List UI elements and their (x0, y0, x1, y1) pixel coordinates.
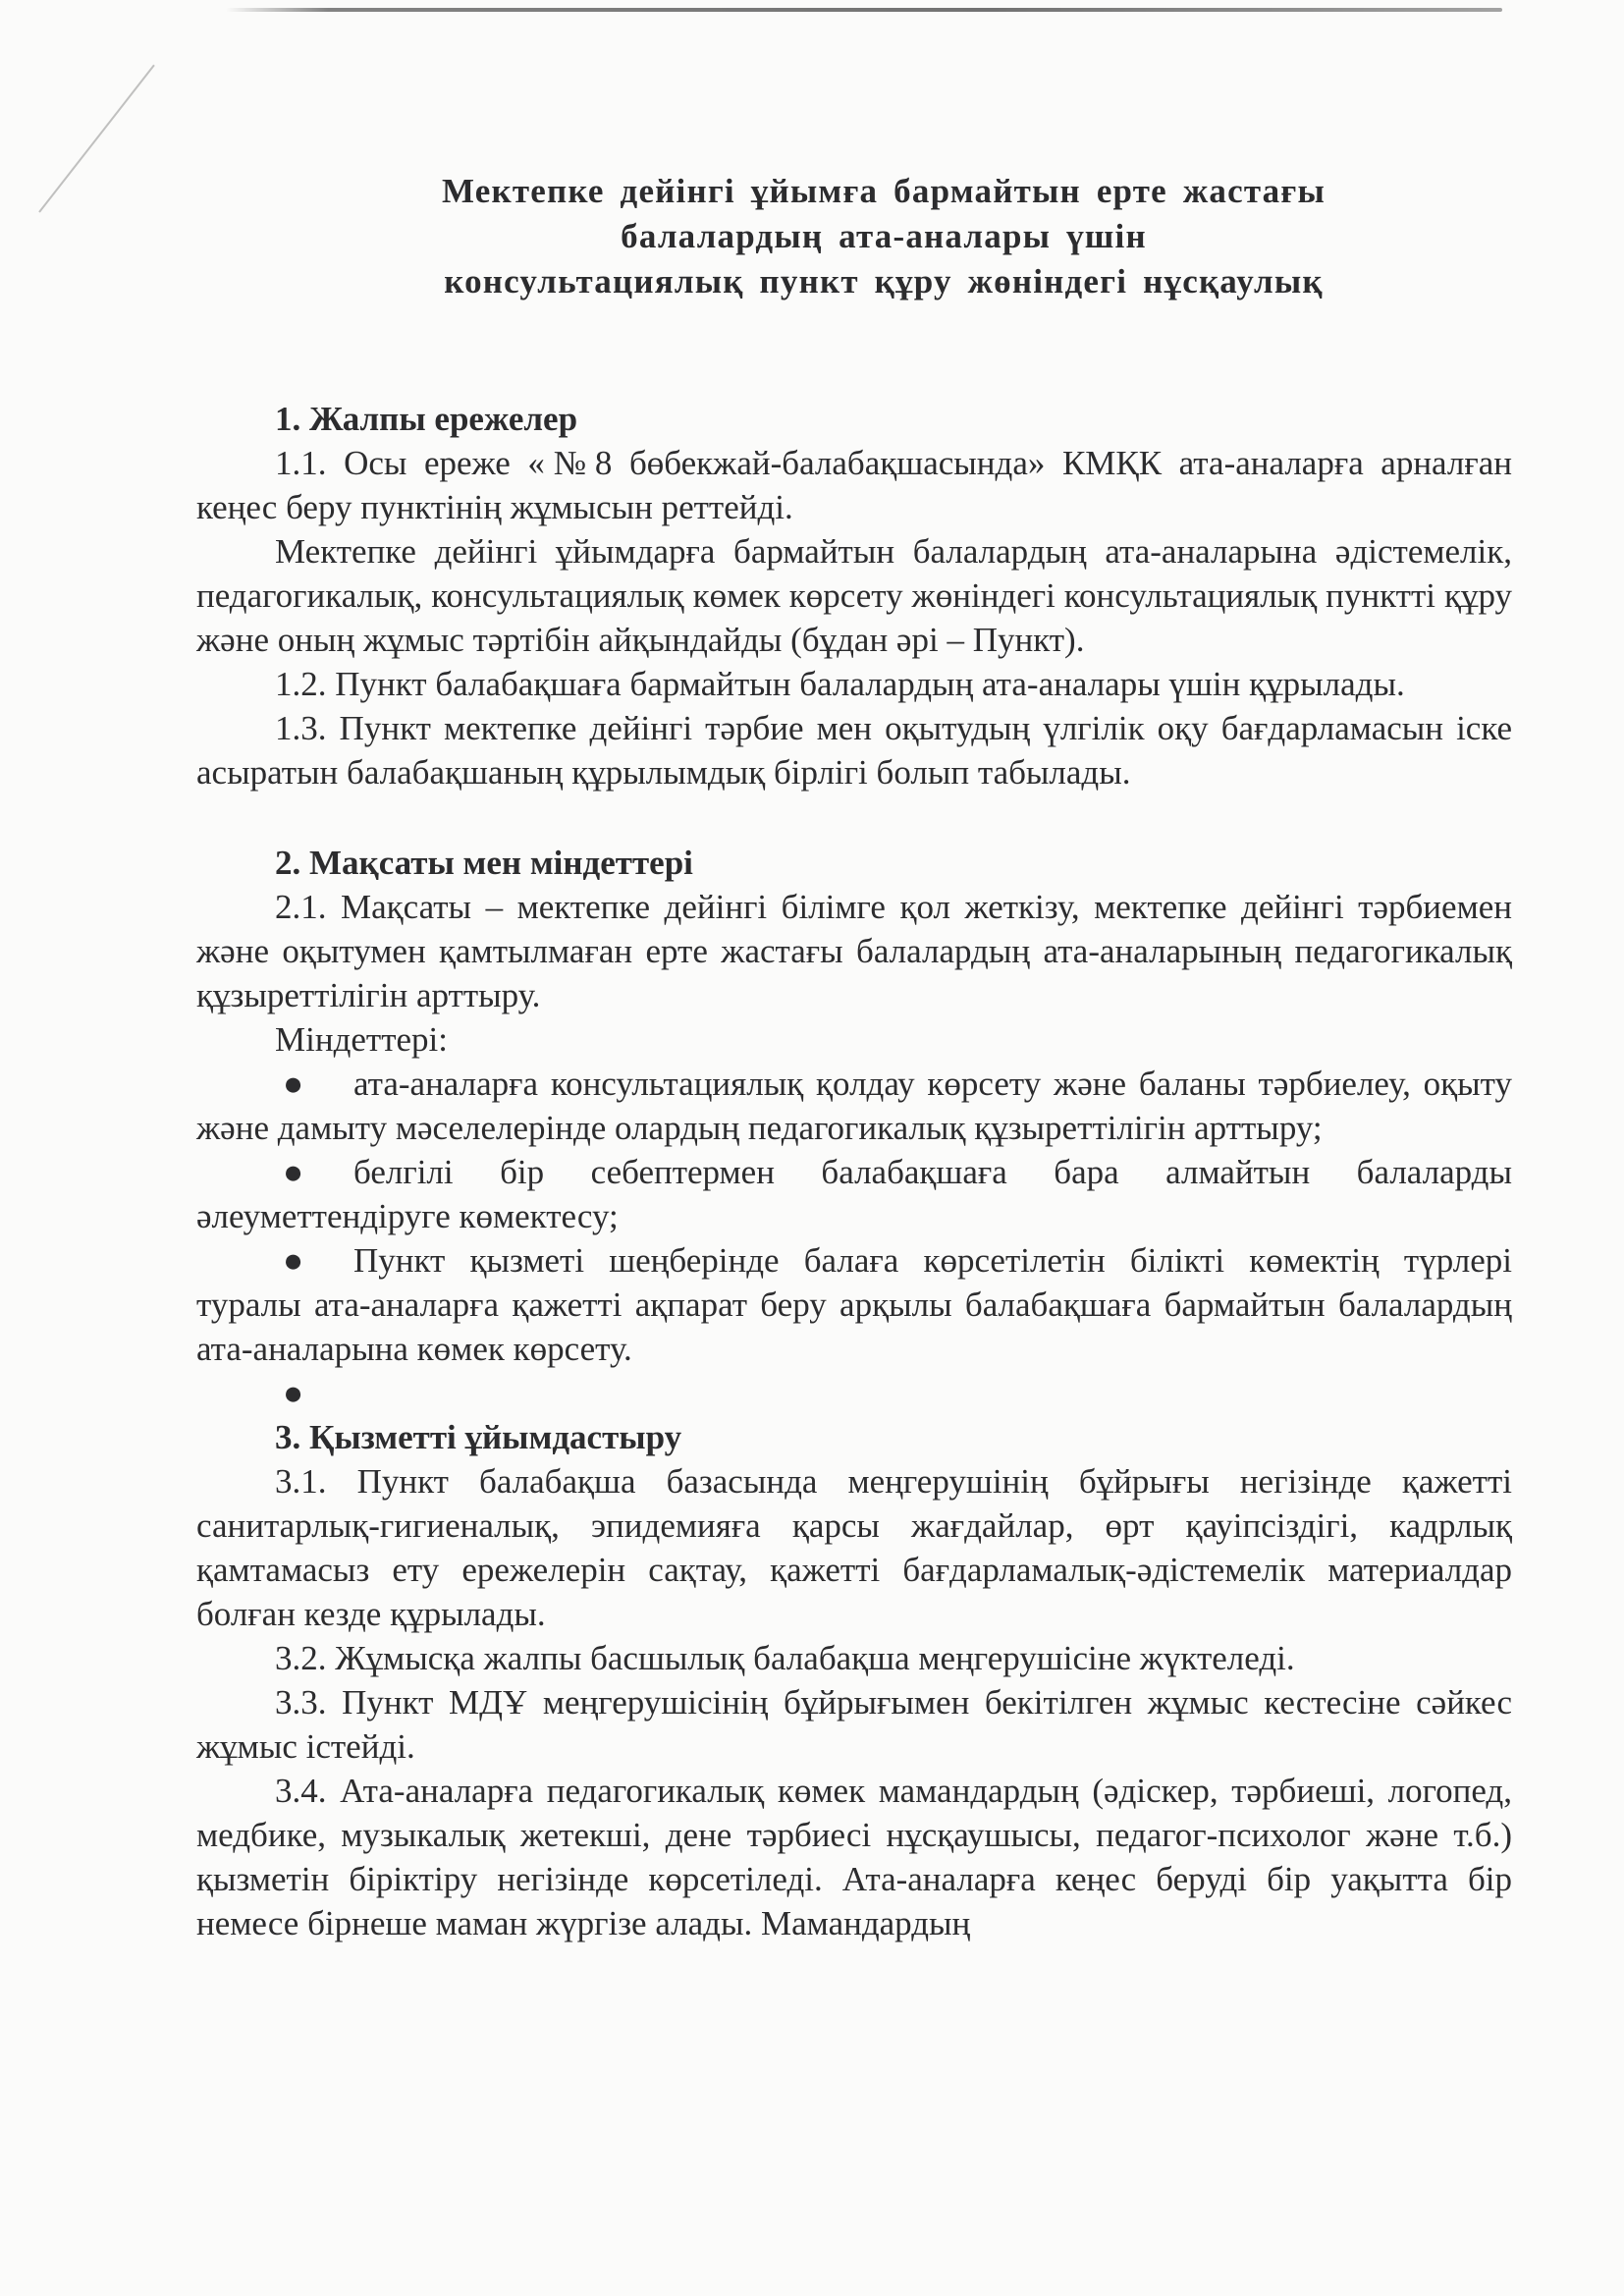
paragraph-1-3: 1.3. Пункт мектепке дейінгі тәрбие мен оқытудың үлгілік оқу бағдарламасын іске асыратын балабақшаның құрылымдық бірлігі болып табылады. (196, 709, 1512, 792)
paragraph-3-3: 3.3. Пункт МДҰ меңгерушісінің бұйрығымен бекітілген жұмыс кестесіне сәйкес жұмыс істейді. (196, 1683, 1512, 1766)
title-line-2: балалардың ата-аналары үшін (621, 217, 1147, 255)
paragraph-2-1: 2.1. Мақсаты – мектепке дейінгі білімге қол жеткізу, мектепке дейінгі тәрбиемен және оқытумен қамтылмаған ерте жастағы балалардың ата-аналарының педагогикалық құзыреттілігін арттыру. (196, 888, 1512, 1014)
bullet-icon: ● (283, 1374, 304, 1412)
spacer (196, 794, 1512, 841)
empty-list-item (196, 1371, 1512, 1415)
section-3-heading: 3. Қызметті ұйымдастыру (275, 1418, 682, 1456)
list-item-text: Пункт қызметі шеңберінде балаға көрсетілетін білікті көмектің түрлері туралы ата-аналарға қажетті ақпарат беру арқылы балабақшаға бармайтын балалардың ата-аналарына көмек көрсету. (196, 1241, 1512, 1368)
paragraph-3-1: 3.1. Пункт балабақша базасында меңгерушінің бұйрығы негізінде қажетті санитарлық-гигиеналық, эпидемияға қарсы жағдайлар, өрт қауіпсіздігі, кадрлық қамтамасыз ету ережелерін сақтау, қажетті бағдарламалық-әдістемелік материалдар болған кезде құрылады. (196, 1462, 1512, 1633)
section-1-heading: 1. Жалпы ережелер (275, 400, 578, 438)
list-item-text: белгілі бір себептермен балабақшаға бара алмайтын балаларды әлеуметтендіруге көмектесу; (196, 1153, 1512, 1235)
bullet-icon: ● (283, 1153, 304, 1191)
list-item-text: ата-аналарға консультациялық қолдау көрсету және баланы тәрбиелеу, оқыту және дамыту мәселелерінде олардың педагогикалық құзыреттілігін арттыру; (196, 1065, 1512, 1147)
title-line-1: Мектепке дейінгі ұйымға бармайтын ерте жастағы (442, 172, 1326, 210)
document-title (196, 169, 1512, 304)
list-item (196, 1150, 1512, 1238)
document-page (196, 157, 1512, 1945)
list-item (196, 1062, 1512, 1150)
spacer (196, 304, 1512, 397)
tasks-label: Міндеттері: (275, 1020, 448, 1059)
paragraph-1-1: 1.1. Осы ереже «№8 бөбекжай-балабақшасында» КМҚК ата-аналарға арналған кеңес беру пунктінің жұмысын реттейді. (196, 444, 1512, 526)
scan-edge-corner (38, 65, 155, 213)
list-item (196, 1238, 1512, 1371)
scan-edge-top (226, 8, 1502, 12)
paragraph-1-1b: Мектепке дейінгі ұйымдарға бармайтын балалардың ата-аналарына әдістемелік, педагогикалық, консультациялық көмек көрсету жөніндегі консультациялық пунктті құру және оның жұмыс тәртібін айқындайды (бұдан әрі – Пункт). (196, 532, 1512, 659)
bullet-icon: ● (283, 1241, 304, 1280)
paragraph-3-2: 3.2. Жұмысқа жалпы басшылық балабақша меңгерушісіне жүктеледі. (275, 1639, 1295, 1677)
title-line-3: консультациялық пункт құру жөніндегі нұсқаулық (444, 262, 1324, 301)
paragraph-3-4: 3.4. Ата-аналарға педагогикалық көмек мамандардың (әдіскер, тәрбиеші, логопед, медбике, музыкалық жетекші, дене тәрбиесі нұсқаушысы, педагог-психолог және т.б.) қызметін біріктіру негізінде көрсетіледі. Ата-аналарға кеңес беруді бір уақытта бір немесе бірнеше маман жүргізе алады. Мамандардың (196, 1772, 1512, 1942)
bullet-icon: ● (283, 1065, 304, 1103)
paragraph-1-2: 1.2. Пункт балабақшаға бармайтын балалардың ата-аналары үшін құрылады. (275, 665, 1405, 703)
section-2-heading: 2. Мақсаты мен міндеттері (275, 844, 693, 882)
